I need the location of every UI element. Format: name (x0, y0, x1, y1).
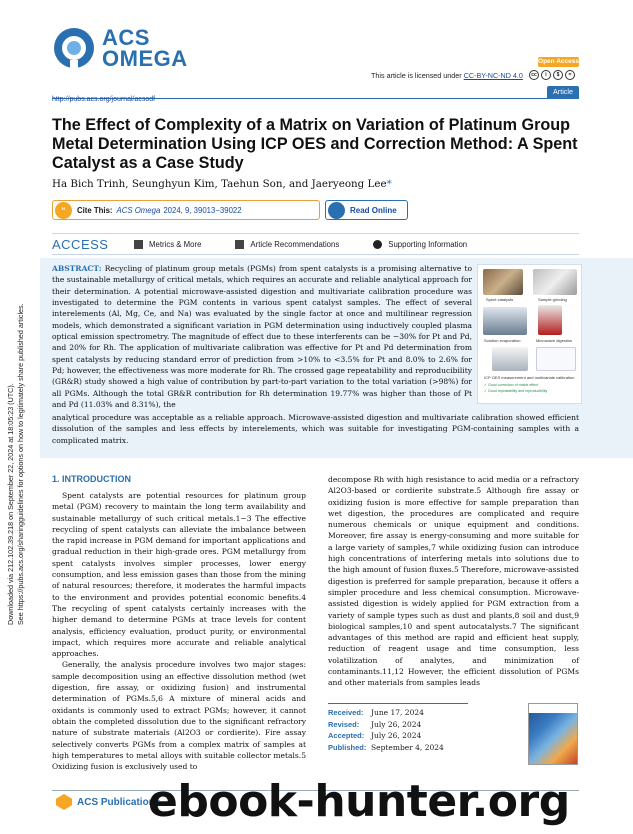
download-side-note (2, 230, 28, 630)
intro-paragraph-continued: decompose Rh with high resistance to acid media or a refractory Al2O3-based or cordierite substrate.5 Although fire assay or oxidizing fusion is more effective for sample preparation than wet digestion, the procedures are complicated and require numerous chemicals or unique equipment and conditions. Moreover, fire assay is energy-consuming and more suitable for a large variety of samples,7 while oxidizing fusion can introduce high concentrations of interfering metals into solutions due to the high amount of fusion fluxes.5 Therefore, microwave-assisted digestion is preferred for sample preparation, because it offers a simpler procedure and less chemical consumption. Microwave-assisted digestion is widely applied for PGM extraction from a variety of sample types such as dust and plants,8 soil and dust,9 biological samples,10 and spent autocatalysts.7 The significant advantages of this method are rapid and efficient heat supply, reduction of reagent usage and time consumption, less volatilization of analytes, and minimization of contaminants.11,12 However, the efficient dissolution of PGMs and other materials from samples leads (328, 475, 579, 688)
toc-legend-1: ✓ Good correction of matrix effect (484, 383, 539, 387)
article-title: The Effect of Complexity of a Matrix on Variation of Platinum Group Metal Determination Using ICP OES and Correction Method: A Spent Catalyst as a Case Study (52, 116, 578, 172)
toc-graphic[interactable] (477, 264, 582, 404)
toc-label-icp: ICP OES measurement and multivariate calibration (484, 375, 575, 380)
intro-paragraph-1: Spent catalysts are potential resources for platinum group metal (PGM) recovery to maintain the long term availability and sustainable metallurgy of such critical metals.1−3 The effective recycling of spent catalysts can alleviate the imbalance between the rapid increase in PGM demand for important applications and gradual reduction in their high-grade ores. PGM metallurgy from spent catalysts involves simpler processes, lower energy consumption, and less emission gases than those from the mining of natural resources; therefore, it moderates the harmful impacts to the environment and provides potential economic benefits.4 The recycling of spent catalysts certainly increases with the higher demand to determine PGMs at trace levels for content analysis, efficiency evaluation, product purity, or environmental impact, which requires more accurate and reliable analytical approaches. (52, 491, 306, 659)
open-access-badge: Open Access (538, 58, 579, 65)
icp-instrument-image (492, 347, 528, 371)
side-note-line-2: See https://pubs.acs.org/sharingguidelines for options on how to legitimately share published articles. (16, 303, 25, 625)
abstract-top (52, 263, 472, 410)
nc-icon: $ (553, 70, 563, 80)
nd-icon: = (565, 70, 575, 80)
intro-paragraph-2: Generally, the analysis procedure involves two major stages: sample decomposition using an effective dissolution method (wet digestion, fire assay, or oxidizing fusion) and instrumental determination of PGMs.5,6 A mixture of mineral acids and oxidants is commonly used to extract PGMs; however, it cannot obtain the completed dissolution due to the significant refractory nature of substrate materials (Al2O3 or cordierite). Fire assay selectively converts PGMs from a complex matrix of samples at high temperatures to metal alloys with suitable collector metals.5 Oxidizing fusion is exclusively used to (52, 660, 306, 772)
supporting-info-link[interactable] (373, 240, 467, 249)
cite-reference: 2024, 9, 39013−39022 (163, 205, 242, 215)
toc-legend-2: ✓ Good repeatability and reproducibility (484, 389, 548, 393)
cc-icon: cc (529, 70, 539, 80)
journal-logo[interactable] (52, 26, 188, 70)
side-note-line-1: Downloaded via 212.102.39.218 on September 22, 2024 at 18:05:23 (UTC). (6, 383, 15, 625)
author-list (52, 178, 392, 190)
date-value: June 17, 2024 (371, 708, 424, 717)
date-row-received (328, 707, 468, 719)
calibration-plot-image (536, 347, 576, 371)
toc-label-evaporation: Solution evaporation (484, 338, 521, 343)
recommendations-label: Article Recommendations (250, 239, 340, 249)
microwave-image (538, 305, 562, 335)
date-row-revised (328, 719, 468, 731)
metrics-link[interactable] (134, 240, 201, 249)
publisher-name: ACS Publications (77, 796, 161, 808)
by-icon: i (541, 70, 551, 80)
supporting-info-label: Supporting Information (388, 239, 468, 249)
read-online-button[interactable] (325, 200, 408, 220)
recommendations-link[interactable] (235, 240, 339, 249)
journal-cover-thumbnail[interactable] (528, 703, 578, 765)
cite-journal: ACS Omega (116, 205, 161, 215)
article-type-tab: Article (547, 86, 579, 98)
acs-publications-logo[interactable] (56, 794, 160, 810)
section-heading-introduction: 1. INTRODUCTION (52, 474, 132, 484)
cc-license-icons (529, 70, 575, 80)
acs-shield-icon (56, 794, 72, 810)
abstract-bottom: analytical procedure was acceptable as a reliable approach. Microwave-assisted digestion and multivariate calibration showed efficient dissolution of the samples and less effects by interelements, which was suitable for investigating PGM-containing samples with a complicated matrix. (52, 413, 579, 445)
bar-chart-icon (134, 240, 143, 249)
logo-acs-text: ACS (102, 25, 150, 50)
date-value: July 26, 2024 (371, 731, 422, 740)
date-key: Received: (328, 708, 364, 717)
abstract-label: ABSTRACT: (52, 264, 102, 273)
read-online-icon (328, 202, 345, 219)
license-prefix: This article is licensed under (371, 71, 462, 80)
quote-icon: “ (55, 202, 72, 219)
license-link[interactable]: CC-BY-NC-ND 4.0 (463, 71, 523, 80)
toc-label-microwave: Microwave digestion (536, 338, 573, 343)
journal-url-link[interactable]: http://pubs.acs.org/journal/acsodf (52, 96, 156, 103)
logo-omega-text: OMEGA (102, 46, 188, 71)
supporting-info-icon (373, 240, 382, 249)
right-column (328, 474, 579, 689)
left-column (52, 490, 306, 772)
date-key: Published: (328, 742, 367, 752)
date-value: July 26, 2024 (371, 719, 422, 729)
read-online-label: Read Online (350, 205, 397, 215)
list-icon (235, 240, 244, 249)
corresponding-author-mark[interactable]: * (386, 178, 392, 190)
journal-url-bar (52, 86, 579, 103)
date-key: Revised: (328, 719, 360, 729)
access-bar (52, 233, 579, 255)
date-row-accepted (328, 730, 468, 742)
evaporation-image (483, 307, 527, 335)
abstract-text-top: Recycling of platinum group metals (PGMs) from spent catalysts is a promising alternative to the sustainable metallurgy of critical metals, which requires an accurate and reliable analytical approach for their determination. A potential microwave-assisted digestion and multivariate calibration procedure was investigated to determine the PGM contents in various spent catalyst samples. The effect of several interelements (Al, Mg, Ce, and Na) was evaluated by the single factor at once and multilinear regression models, which demonstrated a significant variation in PGM determination using inductively coupled plasma optical emission spectrometry. The magnitude of effect due to these interferents can be −30% for Pt and Pd, and 20% for Rh. The application of multivariate calibration was effective for Pt and Pd determination from spent catalysts by reducing standard error of prediction from >10% to <3.5% for Pt and 8.0% to 2.6% for Pd; however, the effectiveness was more moderate for Rh. The crossed gage repeatability and reproducibility (GR&R) study showed a high value of contribution by part-to-part variation to the total variation (>98%) for all PGMs. Although the total GR&R contribution for Rh determination 19.77% was higher than those of Pt and Pd (11.03% and 8.31%), the (52, 264, 473, 410)
authors-text[interactable]: Ha Bich Trinh, Seunghyun Kim, Taehun Son, and Jaeryeong Lee (52, 178, 387, 190)
date-key: Accepted: (328, 731, 365, 740)
metrics-label: Metrics & More (149, 239, 202, 249)
toc-label-grinding: Sample grinding (538, 297, 567, 302)
acs-omega-logo-icon (52, 26, 96, 70)
cite-this-box[interactable] (52, 200, 320, 220)
watermark-text: ebook-hunter.org (148, 776, 570, 827)
date-row-published (328, 742, 468, 754)
date-value: September 4, 2024 (371, 742, 444, 752)
license-statement (371, 71, 523, 80)
grinding-image (533, 269, 577, 295)
spent-catalyst-image (483, 269, 523, 295)
access-label: ACCESS (52, 236, 109, 252)
publication-dates (328, 703, 468, 753)
toc-label-spent: Spent catalysts (486, 297, 514, 302)
cite-label: Cite This: (77, 205, 113, 215)
